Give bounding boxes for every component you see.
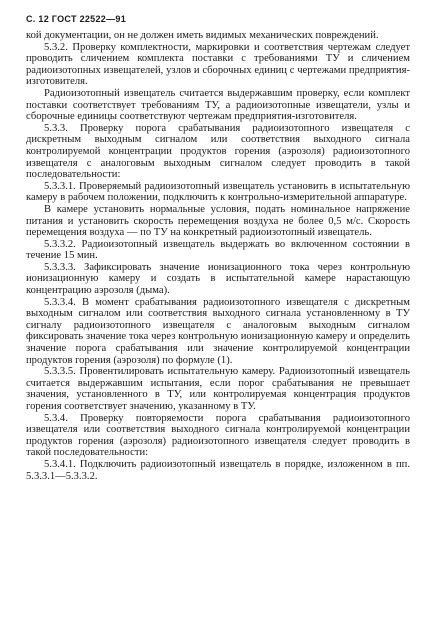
paragraph-11: 5.3.4. Проверку повторяемости порога срабатывания радиоизотопного извещателя или соответствия выходного сигнала контролируемой концентрации продуктов горения (аэрозоля) радиоизотопного извещателя следует проводить в такой последовательности: (26, 412, 410, 459)
document-page (26, 10, 410, 482)
paragraph-6: В камере установить нормальные условия, подать номинальное напряжение питания и установить скорость перемещения воздуха не более 0,5 м/с. Скорость перемещения воздуха — по ТУ на конкретный радиоизотопный извещатель. (26, 203, 410, 239)
paragraph-3: Радиоизотопный извещатель считается выдержавшим проверку, если комплект поставки соответствует требованиям ТУ, а радиоизотопные извещатели, узлы и сборочные единицы соответствуют чертежам предприятия-изготовителя. (26, 87, 410, 123)
paragraph-2: 5.3.2. Проверку комплектности, маркировки и соответствия чертежам следует проводить сличением комплекта поставки с требованиями ТУ и сличением радиоизотопных извещателей, узлов и сборочных единиц с чертежами предприятия-изготовителя. (26, 41, 410, 88)
paragraph-9: 5.3.3.4. В момент срабатывания радиоизотопного извещателя с дискретным выходным сигналом или соответствия выходного сигнала установленному в ТУ сигналу радиоизотопного извещателя с аналоговым выходным сигналом фиксировать значение тока через контрольную ионизационную камеру и определить значение порога срабатывания или значение контролируемой концентрации продуктов горения (аэрозоля) по формуле (1). (26, 296, 410, 366)
paragraph-1: кой документации, он не должен иметь видимых механических повреждений. (26, 30, 379, 41)
paragraph-12: 5.3.4.1. Подключить радиоизотопный извещатель в порядке, изложенном в пп. 5.3.3.1—5.3.3.2. (26, 458, 410, 482)
page-header: С. 12 ГОСТ 22522—91 (26, 14, 127, 24)
paragraph-5: 5.3.3.1. Проверяемый радиоизотопный извещатель установить в испытательную камеру в рабочем положении, подключить к контрольно-измерительной аппаратуре. (26, 180, 410, 204)
paragraph-4: 5.3.3. Проверку порога срабатывания радиоизотопного извещателя с дискретным выходным сигналом или соответствия выходного сигнала контролируемой концентрации продуктов горения (аэрозоля) радиоизотопного извещателя с аналоговым выходным сигналом следует проводить в такой последовательности: (26, 122, 410, 181)
body-text (26, 30, 410, 482)
paragraph-7: 5.3.3.2. Радиоизотопный извещатель выдержать во включенном состоянии в течение 15 мин. (26, 238, 410, 262)
paragraph-8: 5.3.3.3. Зафиксировать значение ионизационного тока через контрольную ионизационную камеру и создать в испытательной камере нарастающую концентрацию аэрозоля (дыма). (26, 261, 410, 297)
paragraph-10: 5.3.3.5. Провентилировать испытательную камеру. Радиоизотопный извещатель считается выдержавшим испытания, если порог срабатывания не превышает значения, установленного в ТУ, или контролируемая концентрация продуктов горения соответствует значению, указанному в ТУ. (26, 366, 410, 412)
